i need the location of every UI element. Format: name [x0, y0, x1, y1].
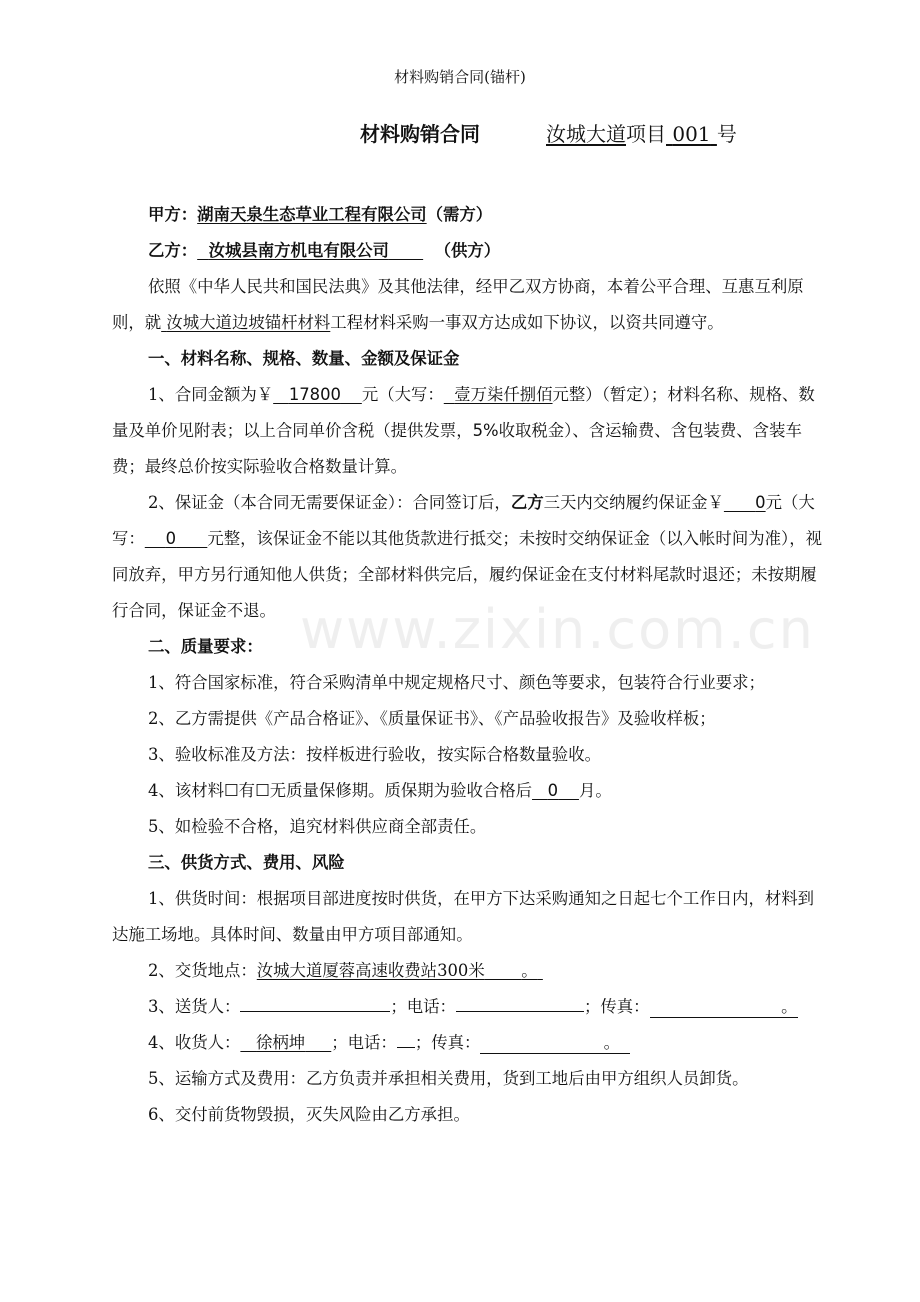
- watermark: www.zixin.com.cn: [300, 598, 815, 661]
- party-a: 甲方：湖南天泉生态草业工程有限公司（需方）: [148, 205, 493, 224]
- section2-item2: 2、乙方需提供《产品合格证》、《质量保证书》、《产品验收报告》及验收样板；: [148, 709, 716, 728]
- page-header: 材料购销合同(锚杆): [394, 68, 526, 86]
- section3-item4: 4、收货人： 徐柄坤 ；电话： ；传真： 。: [112, 1025, 826, 1061]
- section3-item5: 5、运输方式及费用：乙方负责并承担相关费用，货到工地后由甲方组织人员卸货。: [148, 1069, 749, 1088]
- receiver-phone-field[interactable]: [397, 1047, 415, 1048]
- title-number: 001: [672, 122, 711, 146]
- section1-item2: 2、保证金（本合同无需要保证金）：合同签订后，乙方三天内交纳履约保证金￥ 0元（大写： 0 元整，该保证金不能以其他货款进行抵交；未按时交纳保证金（以入帐时间为准），视同放弃，甲方另行通知他人供货；全部材料供完后，履约保证金在支付材料尾款时退还；未按期履行合同，保证金不退。: [112, 493, 822, 620]
- deposit-amount: 0: [755, 493, 766, 512]
- section2-heading: 二、质量要求：: [148, 637, 263, 656]
- section3-item3: 3、送货人： ；电话： ；传真： 。: [148, 997, 798, 1016]
- receiver-fax-field[interactable]: 。: [480, 1033, 630, 1054]
- deliverer-fax-field[interactable]: 。: [650, 997, 798, 1018]
- contract-body: [112, 197, 826, 1133]
- warranty-months: 0: [547, 781, 559, 800]
- deliverer-phone-field[interactable]: [456, 1011, 584, 1012]
- section1-heading: 一、材料名称、规格、数量、金额及保证金: [148, 349, 460, 368]
- section3-item2: 2、交货地点：汝城大道厦蓉高速收费站300米 。: [112, 953, 826, 989]
- section2-item5: 5、如检验不合格，追究材料供应商全部责任。: [148, 817, 487, 836]
- section2-item1: 1、符合国家标准，符合采购清单中规定规格尺寸、颜色等要求，包装符合行业要求；: [148, 673, 765, 692]
- section3-item6: 6、交付前货物毁损，灭失风险由乙方承担。: [148, 1105, 470, 1124]
- delivery-place: 汝城大道厦蓉高速收费站300米 。: [256, 961, 538, 980]
- contract-amount: 17800: [288, 385, 341, 404]
- party-b-name: 汝城县南方机电有限公司: [208, 241, 389, 260]
- section1-item1: 1、合同金额为￥ 17800 元（大写： 壹万柒仟捌佰元整）（暂定）；材料名称、规格、数量及单价见附表；以上合同单价含税（提供发票，5%收取税金）、含运输费、含包装费、含装车费；最终总价按实际验收合格数量计算。: [112, 385, 815, 476]
- title-project-label: 项目: [626, 122, 666, 146]
- title-main: 材料购销合同: [360, 122, 480, 146]
- deliverer-field[interactable]: [240, 1011, 390, 1012]
- party-b: 乙方： 汝城县南方机电有限公司 （供方）: [148, 241, 501, 260]
- section2-item3: 3、验收标准及方法：按样板进行验收，按实际合格数量验收。: [148, 745, 601, 764]
- party-a-name: 湖南天泉生态草业工程有限公司: [197, 205, 427, 224]
- contract-amount-words: 壹万柒仟捌佰: [454, 385, 553, 404]
- receiver-name: 徐柄坤: [256, 1033, 306, 1052]
- title-suffix: 号: [716, 122, 737, 146]
- intro-project: 汝城大道边坡锚杆材料: [166, 313, 331, 332]
- title-project: 汝城大道: [546, 122, 626, 146]
- contract-title: [360, 118, 880, 147]
- deposit-words: 0: [165, 529, 177, 548]
- intro-paragraph: 依照《中华人民共和国民法典》及其他法律，经甲乙双方协商，本着公平合理、互惠互利原则，就 汝城大道边坡锚杆材料工程材料采购一事双方达成如下协议，以资共同遵守。: [112, 277, 804, 332]
- section2-item4: 4、该材料☐有☐无质量保修期。质保期为验收合格后 0 月。: [148, 781, 612, 800]
- section3-heading: 三、供货方式、费用、风险: [148, 853, 345, 872]
- section3-item1: 1、供货时间：根据项目部进度按时供货，在甲方下达采购通知之日起七个工作日内，材料到达施工场地。具体时间、数量由甲方项目部通知。: [112, 889, 815, 944]
